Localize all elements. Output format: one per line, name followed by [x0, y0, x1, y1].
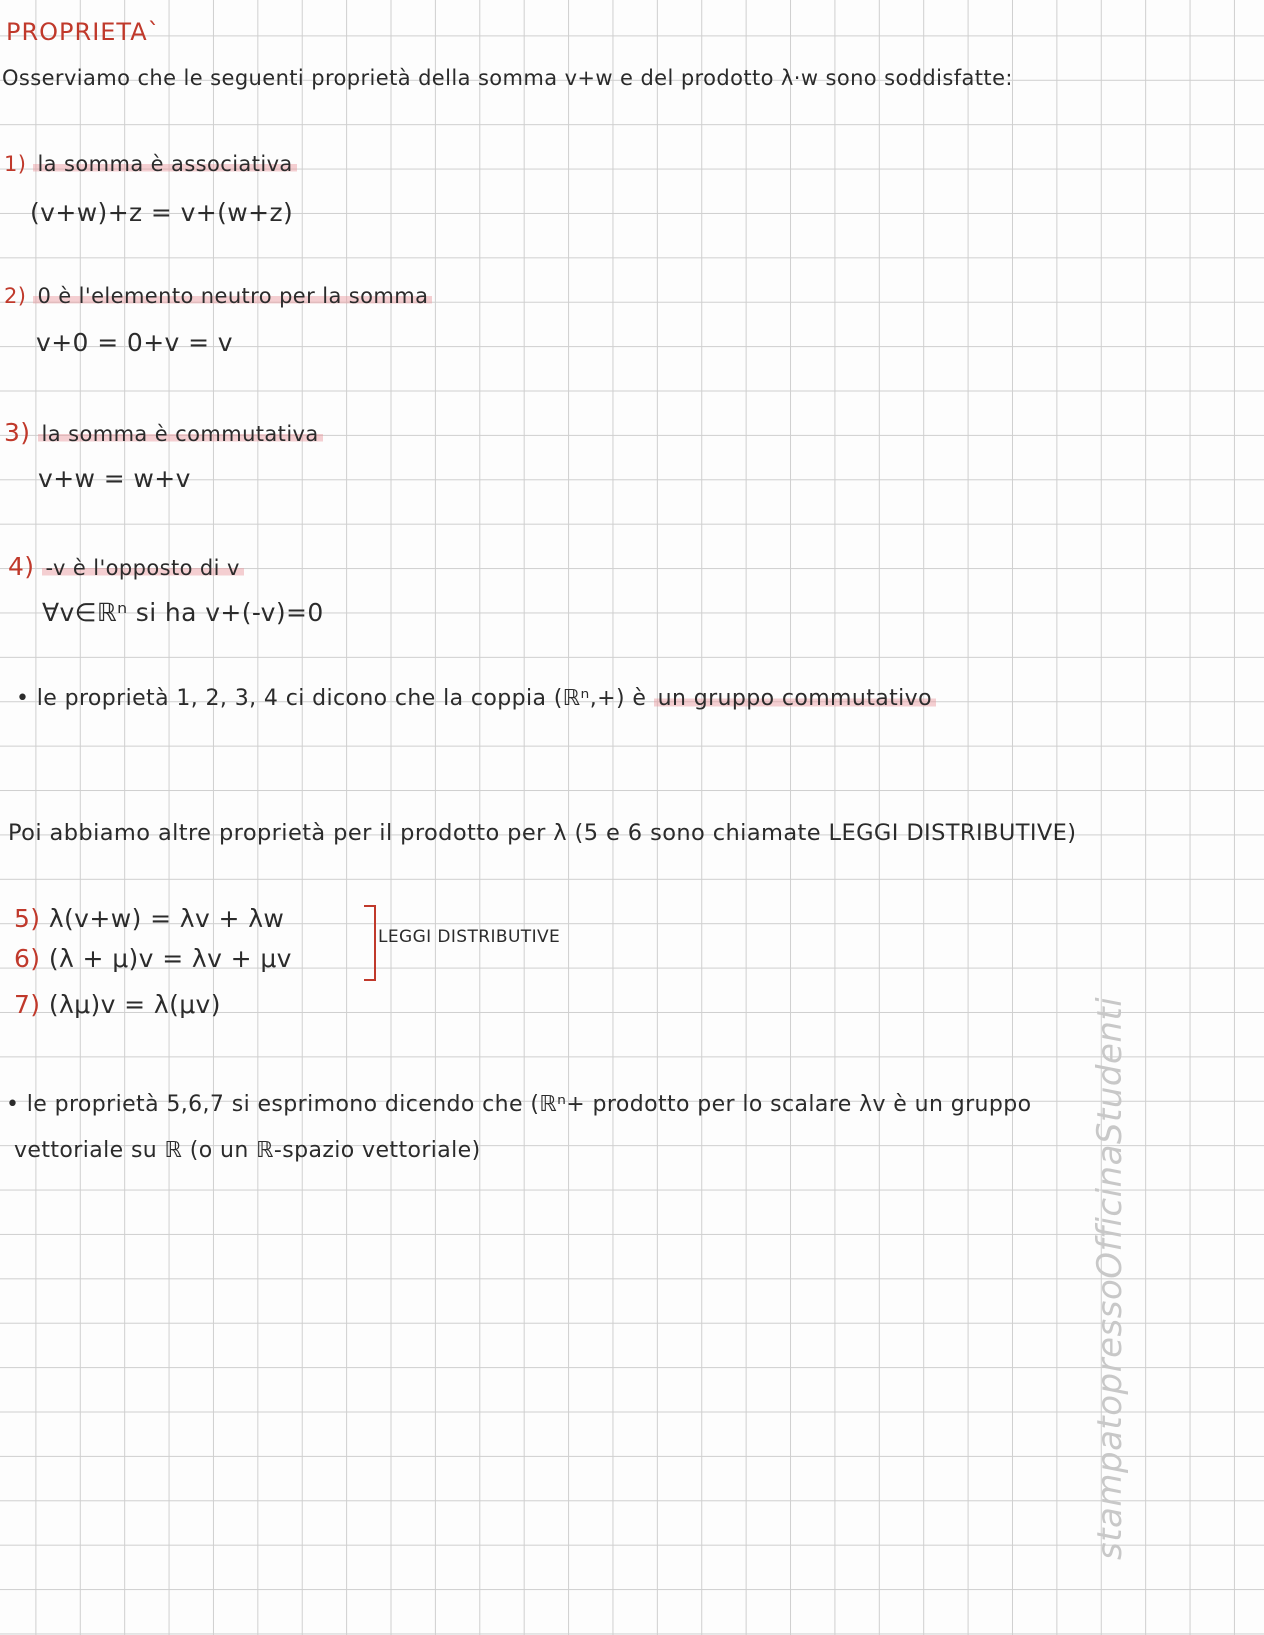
- bracket-label: LEGGI DISTRIBUTIVE: [378, 927, 561, 947]
- property-2-text: 0 è l'elemento neutro per la somma: [33, 284, 432, 308]
- page-title: PROPRIETA`: [6, 18, 161, 46]
- note-1-text: • le proprietà 1, 2, 3, 4 ci dicono che la coppia (ℝⁿ,+) è: [16, 686, 654, 711]
- property-4-statement: [8, 552, 244, 581]
- property-6-formula: (λ + μ)v = λv + μv: [48, 944, 292, 973]
- watermark: stampatopressoOfficinaStudenti: [1090, 996, 1130, 1560]
- distributive-bracket: [364, 905, 376, 981]
- note-2-line-2: vettoriale su ℝ (o un ℝ-spazio vettoriale): [14, 1138, 481, 1163]
- section-2-intro: Poi abbiamo altre proprietà per il prodotto per λ (5 e 6 sono chiamate LEGGI DISTRIBUTIVE): [8, 820, 1077, 846]
- property-3-text: la somma è commutativa: [38, 422, 323, 446]
- property-7-number: 7): [14, 990, 41, 1019]
- property-2-number: 2): [4, 284, 27, 308]
- property-5: [14, 904, 284, 933]
- property-6: [14, 944, 292, 973]
- property-4-number: 4): [8, 552, 35, 581]
- property-4-formula: ∀v∈ℝⁿ si ha v+(-v)=0: [42, 598, 324, 627]
- property-7-formula: (λμ)v = λ(μv): [48, 990, 221, 1019]
- property-3-statement: [4, 418, 323, 447]
- property-3-formula: v+w = w+v: [38, 464, 191, 493]
- property-7: [14, 990, 221, 1019]
- property-6-number: 6): [14, 944, 41, 973]
- property-2-formula: v+0 = 0+v = v: [36, 328, 233, 357]
- note-2-line-1: • le proprietà 5,6,7 si esprimono dicendo che (ℝⁿ+ prodotto per lo scalare λv è un gruppo: [6, 1092, 1032, 1117]
- property-5-number: 5): [14, 904, 41, 933]
- property-4-text: -v è l'opposto di v: [42, 556, 244, 580]
- note-group-commutative: [16, 686, 936, 711]
- property-3-number: 3): [4, 418, 31, 447]
- property-1-number: 1): [4, 152, 27, 176]
- note-1-highlight: un gruppo commutativo: [654, 686, 936, 711]
- property-1-text: la somma è associativa: [33, 152, 296, 176]
- property-1-statement: [4, 152, 297, 176]
- property-2-statement: [4, 284, 432, 308]
- intro-text: Osserviamo che le seguenti proprietà della somma v+w e del prodotto λ·w sono soddisfatte:: [2, 66, 1013, 90]
- property-5-formula: λ(v+w) = λv + λw: [48, 904, 285, 933]
- property-1-formula: (v+w)+z = v+(w+z): [30, 198, 294, 227]
